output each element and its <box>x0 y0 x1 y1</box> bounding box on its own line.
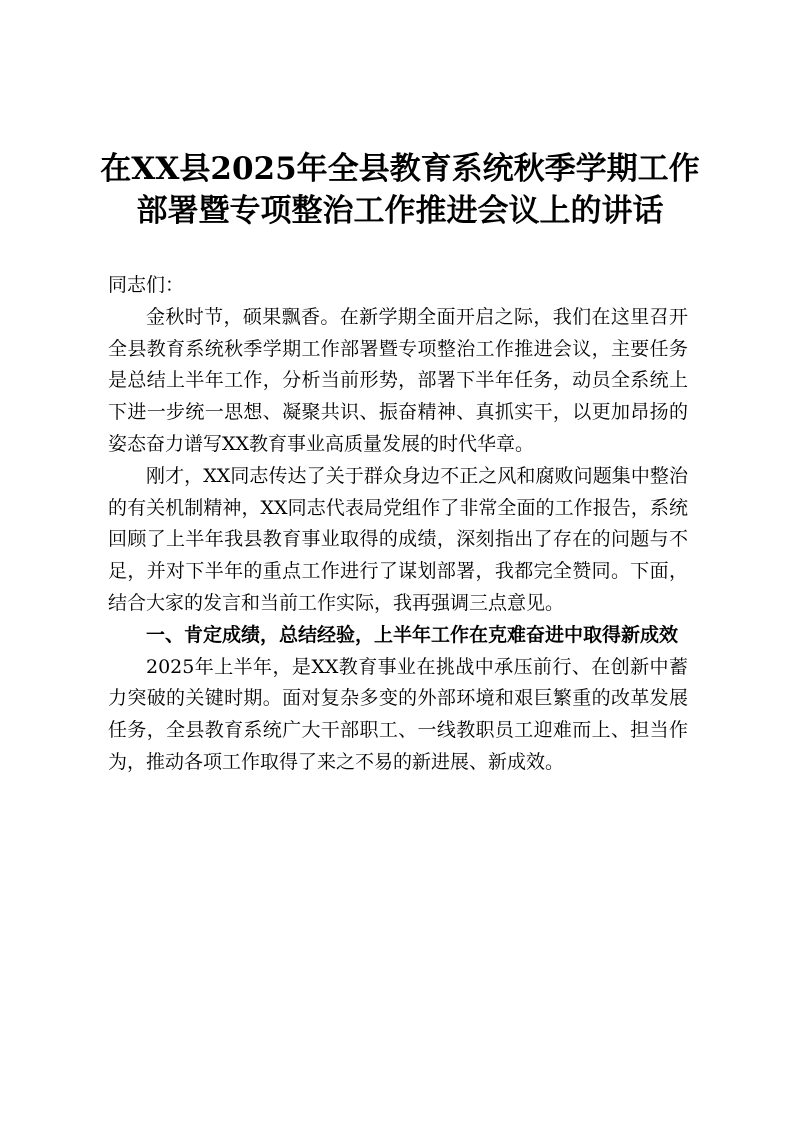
document-title: 在XX县2025年全县教育系统秋季学期工作部署暨专项整治工作推进会议上的讲话 <box>100 151 700 229</box>
section-heading: 一、肯定成绩，总结经验，上半年工作在克难奋进中取得新成效 <box>146 623 679 646</box>
salutation: 同志们： <box>108 274 185 296</box>
paragraph-context: 刚才，XX同志传达了关于群众身边不正之风和腐败问题集中整治的有关机制精神，XX同志代表局党组作了非常全面的工作报告，系统回顾了上半年我县教育事业取得的成绩，深刻指出了存在的问题与不足，并对下半年的重点工作进行了谋划部署，我都完全赞同。下面，结合大家的发言和当前工作实际，我再强调三点意见。 <box>108 464 688 614</box>
paragraph-opening: 金秋时节，硕果飘香。在新学期全面开启之际，我们在这里召开全县教育系统秋季学期工作部署暨专项整治工作推进会议，主要任务是总结上半年工作，分析当前形势，部署下半年任务，动员全系统上下进一步统一思想、凝聚共识、振奋精神、真抓实干，以更加昂扬的姿态奋力谱写XX教育事业高质量发展的时代华章。 <box>108 305 688 455</box>
paragraph-section-one: 2025年上半年，是XX教育事业在挑战中承压前行、在创新中蓄力突破的关键时期。面对复杂多变的外部环境和艰巨繁重的改革发展任务，全县教育系统广大干部职工、一线教职员工迎难而上、担当作为，推动各项工作取得了来之不易的新进展、新成效。 <box>108 655 688 773</box>
document-body <box>108 270 688 779</box>
